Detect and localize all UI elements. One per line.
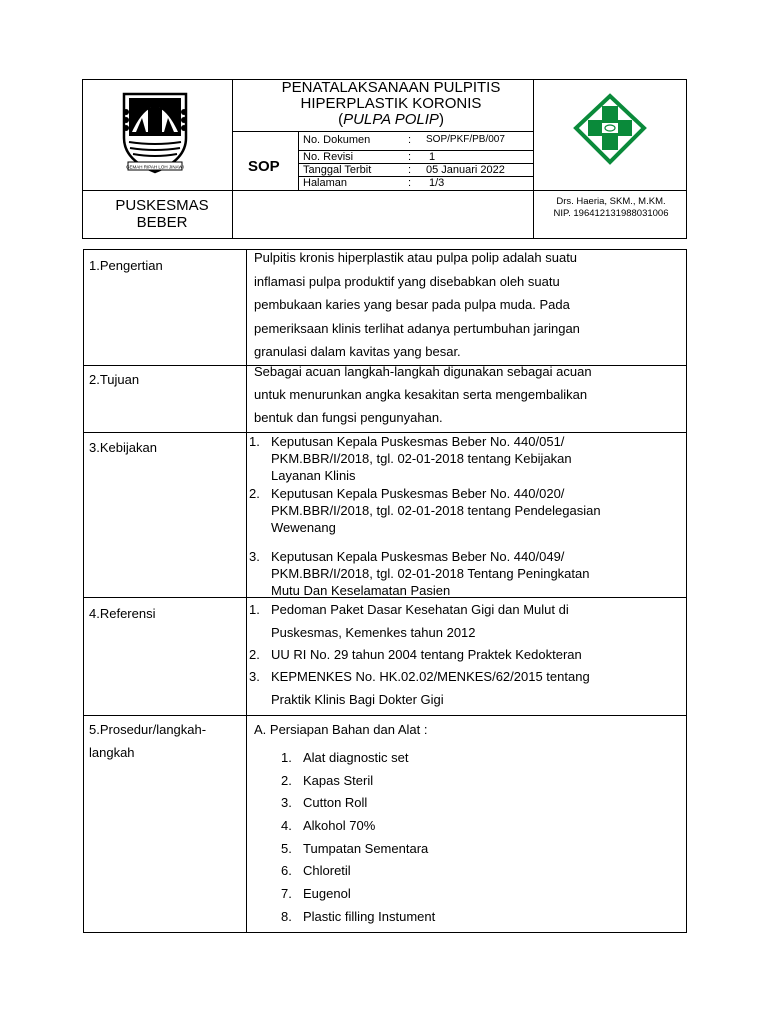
title-line-1: PENATALAKSANAAN PULPITIS (281, 79, 501, 96)
list-item: 6. Chloretil (281, 863, 351, 879)
tujuan-line: bentuk dan fungsi pengunyahan. (254, 410, 443, 425)
pengertian-line: Pulpitis kronis hiperplastik atau pulpa polip adalah suatu (254, 250, 578, 265)
document-title (250, 80, 532, 128)
referensi-item: 2. UU RI No. 29 tahun 2004 tentang Praktek Kedokteran (249, 647, 582, 662)
doc-number-value: SOP/PKF/PB/007 (426, 134, 505, 145)
list-item: 7. Eugenol (281, 886, 351, 902)
puskesmas-name-line2: BEBER (136, 214, 188, 231)
prosedur-list (281, 750, 661, 932)
tujuan-line: untuk menurunkan angka kesakitan serta mengembalikan (254, 387, 588, 402)
kebijakan-item: 3. Keputusan Kepala Puskesmas Beber No. 440/049/ PKM.BBR/I/2018, tgl. 02-01-2018 Tentang Peningkatan Mutu Dan Keselamatan Pasien (249, 549, 590, 598)
prosedur-subheading: A. Persiapan Bahan dan Alat : (254, 722, 428, 737)
logo-motto-text: GEMAH RIPAH LOH JINAWI (125, 164, 185, 170)
pengertian-line: pemeriksaan klinis terlihat adanya pertumbuhan jaringan (254, 320, 580, 336)
kebijakan-item: 1. Keputusan Kepala Puskesmas Beber No. 440/051/ PKM.BBR/I/2018, tgl. 02-01-2018 tentang Kebijakan Layanan Klinis (249, 434, 572, 483)
pengertian-line: inflamasi pulpa produktif yang disebabkan oleh suatu (254, 273, 560, 289)
doc-number-label: No. Dokumen (303, 134, 371, 146)
puskesmas-name (92, 197, 232, 231)
signer-nip: NIP. 196412131988031006 (553, 208, 669, 219)
tujuan-text (254, 360, 679, 429)
referensi-label: 4.Referensi (89, 606, 156, 621)
page-sep: : (408, 177, 412, 189)
revision-value: 1 (429, 151, 436, 163)
prosedur-label-line1: 5.Prosedur/langkah- (89, 722, 207, 737)
referensi-item: 3. KEPMENKES No. HK.02.02/MENKES/62/2015 tentang Praktik Klinis Bagi Dokter Gigi (249, 669, 590, 707)
doc-number-sep: : (408, 134, 412, 146)
list-item: 2. Kapas Steril (281, 772, 374, 788)
pengertian-line: granulasi dalam kavitas yang besar. (254, 344, 461, 359)
pengertian-text (254, 246, 679, 364)
issue-date-sep: : (408, 164, 412, 176)
list-item: 5. Tumpatan Sementara (281, 840, 429, 856)
kebijakan-item: 2. Keputusan Kepala Puskesmas Beber No. 440/020/ PKM.BBR/I/2018, tgl. 02-01-2018 tentang Pendelegasian Wewenang (249, 486, 601, 535)
list-item: 1. Alat diagnostic set (281, 750, 409, 765)
regency-emblem-logo (118, 88, 192, 176)
kebijakan-label: 3.Kebijakan (89, 440, 157, 455)
prosedur-label-line2: langkah (89, 745, 135, 760)
pengertian-line: pembukaan karies yang besar pada pulpa muda. Pada (254, 297, 570, 312)
list-item: 3. Cutton Roll (281, 795, 368, 811)
puskesmas-logo (573, 93, 647, 165)
page-label: Halaman (303, 177, 348, 189)
revision-sep: : (408, 151, 412, 163)
tujuan-line: Sebagai acuan langkah-langkah digunakan sebagai acuan (254, 364, 592, 379)
puskesmas-name-line1: PUSKESMAS (115, 197, 209, 214)
prosedur-label (89, 718, 206, 764)
tujuan-label: 2.Tujuan (89, 372, 140, 387)
list-item: 4. Alkohol 70% (281, 818, 376, 834)
sop-label: SOP (248, 158, 280, 175)
page-value: 1/3 (429, 177, 445, 189)
title-line-2: HIPERPLASTIK KORONIS (300, 95, 482, 112)
issue-date-label: Tanggal Terbit (303, 164, 372, 176)
signer-block (536, 196, 686, 220)
signer-name: Drs. Haeria, SKM., M.KM. (556, 196, 666, 207)
list-item: 8. Plastic filling Instument (281, 908, 436, 924)
referensi-item: 1. Pedoman Paket Dasar Kesehatan Gigi dan Mulut di Puskesmas, Kemenkes tahun 2012 (249, 602, 569, 640)
revision-label: No. Revisi (303, 151, 354, 163)
issue-date-value: 05 Januari 2022 (426, 164, 505, 176)
title-italic: PULPA POLIP (343, 111, 439, 128)
title-line-3: (PULPA POLIP) (338, 111, 444, 128)
pengertian-label: 1.Pengertian (89, 258, 163, 273)
